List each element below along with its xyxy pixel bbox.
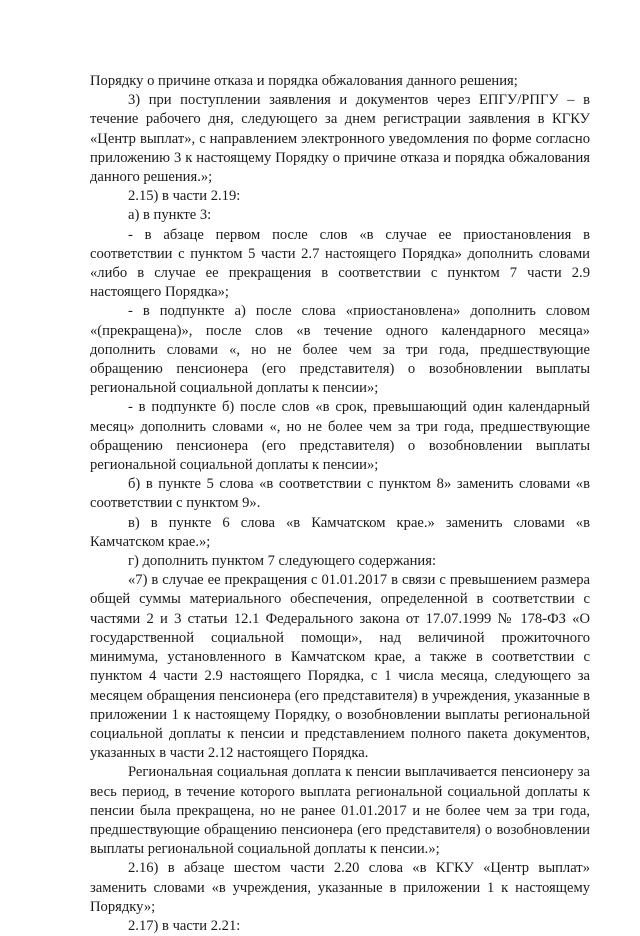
paragraph: - в подпункте а) после слова «приостановлена» дополнить словом «(прекращена)», после слов «в течение одного календарного месяца» дополнить словами «, но не более чем за три года, предшествующие обращению пенсионера (его представителя) о возобновлении выплаты региональной социальной доплаты к пенсии»;	[90, 303, 590, 397]
paragraph: - в абзаце первом после слов «в случае ее приостановления в соответствии с пунктом 5 части 2.7 настоящего Порядка» дополнить словами «либо в случае ее прекращения в соответствии с пунктом 7 части 2.9 настоящего Порядка»;	[90, 226, 590, 301]
paragraph: б) в пункте 5 слова «в соответствии с пунктом 8» заменить словами «в соответствии с пунктом 9».	[90, 476, 590, 512]
paragraph: 2.16) в абзаце шестом части 2.20 слова «в КГКУ «Центр выплат» заменить словами «в учреждения, указанные в приложении 1 к настоящему Порядку»;	[90, 860, 590, 915]
paragraph: «7) в случае ее прекращения с 01.01.2017 в связи с превышением размера общей суммы материального обеспечения, определенной в соответствии с частями 2 и 3 статьи 12.1 Федерального закона от 17.07.1999 № 178-ФЗ «О государственной социальной помощи», над величиной прожиточного минимума, установленного в Камчатском крае, а также в соответствии с пунктом 4 части 2.9 настоящего Порядка, с 1 числа месяца, следующего за месяцем обращения пенсионера (его представителя) в учреждения, указанные в приложении 1 к настоящему Порядку, о возобновлении выплаты региональной социальной доплаты к пенсии и представлением полного пакета документов, указанных в части 2.12 настоящего Порядка.	[90, 572, 590, 762]
paragraph: а) в пункте 3:	[128, 207, 212, 224]
paragraph: г) дополнить пунктом 7 следующего содержания:	[128, 553, 437, 570]
paragraph: Региональная социальная доплата к пенсии выплачивается пенсионеру за весь период, в течение которого выплата региональной социальной доплаты к пенсии была прекращена, но не ранее 01.01.2017 и не более чем за три года, предшествующие обращению пенсионера (его представителя) о возобновлении выплаты региональной социальной доплаты к пенсии.»;	[90, 764, 590, 858]
paragraph: 2.15) в части 2.19:	[128, 188, 241, 205]
paragraph: Порядку о причине отказа и порядка обжалования данного решения;	[90, 73, 518, 89]
paragraph: - в подпункте б) после слов «в срок, превышающий один календарный месяц» дополнить словами «, но не более чем за три года, предшествующие обращению пенсионера (его представителя) о возобновлении выплаты региональной социальной доплаты к пенсии»;	[90, 399, 590, 474]
paragraph: 3) при поступлении заявления и документов через ЕПГУ/РПГУ – в течение рабочего дня, следующего за днем регистрации заявления в КГКУ «Центр выплат», с направлением электронного уведомления по форме согласно приложению 3 к настоящему Порядку о причине отказа и порядка обжалования данного решения.»;	[90, 92, 590, 186]
document-body	[90, 72, 590, 936]
paragraph: 2.17) в части 2.21:	[128, 917, 241, 934]
paragraph: в) в пункте 6 слова «в Камчатском крае.» заменить словами «в Камчатском крае.»;	[90, 514, 590, 550]
